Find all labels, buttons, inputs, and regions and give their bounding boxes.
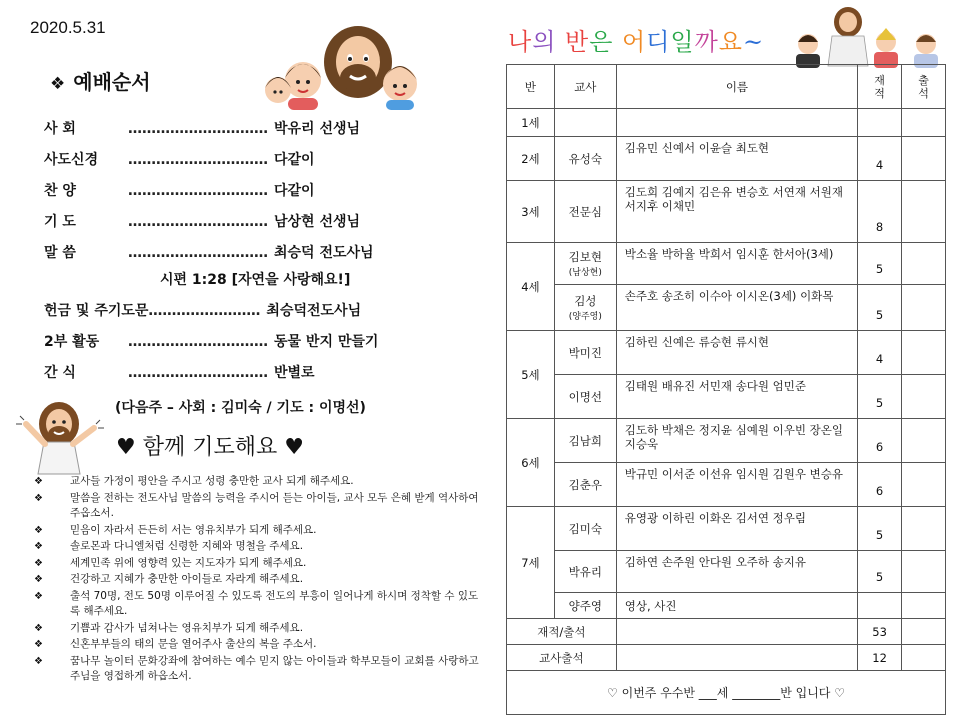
diamond-bullet-icon: ❖ <box>34 557 43 569</box>
diamond-bullet-icon: ❖ <box>34 524 43 536</box>
cell-ban: 2세 <box>507 137 555 181</box>
cell-ban: 4세 <box>507 243 555 331</box>
worship-order-title: ❖ 예배순서 <box>50 70 151 94</box>
order-row-host: 사 회 ………………………… 박유리 선생님 <box>44 121 361 137</box>
cell-count: 5 <box>858 243 902 285</box>
cell-count: 6 <box>858 463 902 507</box>
table-row <box>507 463 946 507</box>
cell-names: 박소율 박하율 박희서 임시훈 한서아(3세) <box>616 243 857 285</box>
cell-teacher: 김남희 <box>554 419 616 463</box>
cell-check <box>902 593 946 619</box>
cell-names: 영상, 사진 <box>616 593 857 619</box>
cell-names: 박규민 이서준 이선유 임시원 김원우 변승유 <box>616 463 857 507</box>
table-row <box>507 375 946 419</box>
next-week-note: (다음주 – 사회 : 김미숙 / 기도 : 이명선) <box>115 400 366 416</box>
table-row <box>507 181 946 243</box>
teacher-attendance-check <box>902 645 946 671</box>
cell-names <box>616 109 857 137</box>
cell-teacher: 박유리 <box>554 551 616 593</box>
cell-ban: 7세 <box>507 507 555 619</box>
cell-count: 8 <box>858 181 902 243</box>
cell-teacher: 양주영 <box>554 593 616 619</box>
cell-ban: 3세 <box>507 181 555 243</box>
list-item: ❖ 기쁨과 감사가 넘쳐나는 영유치부가 되게 해주세요. <box>34 621 480 637</box>
table-row <box>507 243 946 285</box>
class-table <box>506 64 946 715</box>
cell-check <box>902 181 946 243</box>
order-row-offering: 헌금 및 주기도문 …………………… 최승덕전도사님 <box>44 303 362 319</box>
cell-teacher: 김미숙 <box>554 507 616 551</box>
diamond-bullet-icon: ❖ <box>50 74 66 94</box>
cell-check <box>902 331 946 375</box>
diamond-bullet-icon: ❖ <box>34 574 43 585</box>
cell-ban: 5세 <box>507 331 555 419</box>
title-char: ~ <box>742 28 765 56</box>
cell-check <box>902 419 946 463</box>
cell-names: 김하연 손주원 안다원 오주하 송지유 <box>616 551 857 593</box>
list-item: ❖ 꿈나무 놀이터 문화강좌에 참여하는 예수 믿지 않는 아이들과 학부모들이 교회를 사랑하고 주님을 영접하게 하옵소서. <box>34 654 480 685</box>
diamond-bullet-icon: ❖ <box>34 492 43 504</box>
cell-teacher: 이명선 <box>554 375 616 419</box>
header-ban: 반 <box>507 65 555 109</box>
scripture-reference: 시편 1:28 [자연을 사랑해요!] <box>160 272 351 288</box>
cell-count <box>858 109 902 137</box>
title-char <box>556 28 565 56</box>
cell-teacher: 전문심 <box>554 181 616 243</box>
title-char: 일 <box>670 28 695 56</box>
table-row <box>507 593 946 619</box>
best-class-note: ♡ 이번주 우수반 ___세 ________반 입니다 ♡ <box>507 671 946 715</box>
teacher-attendance-label: 교사출석 <box>507 645 617 671</box>
table-row <box>507 285 946 331</box>
bulletin-date: 2020.5.31 <box>30 18 106 37</box>
cell-ban: 6세 <box>507 419 555 507</box>
table-header-row <box>507 65 946 109</box>
title-char <box>613 28 622 56</box>
header-teacher: 교사 <box>554 65 616 109</box>
order-row-prayer: 기 도 ………………………… 남상현 선생님 <box>44 214 361 230</box>
title-char: 까 <box>694 28 719 56</box>
order-row-praise: 찬 양 ………………………… 다같이 <box>44 183 315 199</box>
cell-teacher: 김보현 (남상현) <box>554 243 616 285</box>
prayer-list <box>34 474 480 686</box>
total-blank <box>616 619 857 645</box>
teacher-attendance-row <box>507 645 946 671</box>
title-char: 반 <box>565 28 590 56</box>
cell-check <box>902 137 946 181</box>
list-item: ❖ 출석 70명, 전도 50명 이루어질 수 있도록 전도의 부흥이 일어나게 하시며 정착할 수 있도록 해주세요. <box>34 589 480 620</box>
title-char: 요 <box>718 28 743 56</box>
header-names: 이름 <box>616 65 857 109</box>
cell-count: 5 <box>858 507 902 551</box>
list-item: ❖ 말씀을 전하는 전도사님 말씀의 능력을 주시어 듣는 아이들, 교사 모두 은혜 받게 역사하여 주옵소서. <box>34 491 480 522</box>
order-row-snack: 간 식 ………………………… 반별로 <box>44 365 315 381</box>
cell-count: 5 <box>858 375 902 419</box>
cell-check <box>902 507 946 551</box>
cell-check <box>902 375 946 419</box>
list-item: ❖ 신혼부부들의 태의 문을 열어주사 출산의 복을 주소서. <box>34 637 480 653</box>
title-char: 어 <box>622 28 647 56</box>
cell-count: 5 <box>858 285 902 331</box>
diamond-bullet-icon: ❖ <box>34 541 43 552</box>
cell-names: 김유민 신예서 이윤슬 최도현 <box>616 137 857 181</box>
worship-order-list <box>44 118 464 393</box>
list-item: ❖ 믿음이 자라서 든든히 서는 영유치부가 되게 해주세요. <box>34 523 480 539</box>
diamond-bullet-icon: ❖ <box>34 622 43 634</box>
title-char: 디 <box>646 28 671 56</box>
order-row-activity: 2부 활동 ………………………… 동물 반지 만들기 <box>44 334 379 350</box>
teacher-attendance-value: 12 <box>858 645 902 671</box>
order-row-creed: 사도신경 ………………………… 다같이 <box>44 152 315 168</box>
cell-count: 5 <box>858 551 902 593</box>
cell-count: 4 <box>858 137 902 181</box>
list-item: ❖ 교사들 가정이 평안을 주시고 성령 충만한 교사 되게 해주세요. <box>34 474 480 490</box>
diamond-bullet-icon: ❖ <box>34 639 43 650</box>
order-row-sermon: 말 씀 ………………………… 최승덕 전도사님 <box>44 245 374 261</box>
cell-names: 김도하 박채은 정지윤 심예원 이우빈 장온일 지승욱 <box>616 419 857 463</box>
total-row <box>507 619 946 645</box>
diamond-bullet-icon: ❖ <box>34 590 43 602</box>
cell-names: 손주호 송조히 이수아 이시온(3세) 이화목 <box>616 285 857 331</box>
list-item: ❖ 세계민족 위에 영향력 있는 지도자가 되게 해주세요. <box>34 556 480 572</box>
total-label: 재적/출석 <box>507 619 617 645</box>
cell-names: 김하린 신예은 류승현 류시현 <box>616 331 857 375</box>
cell-count: 4 <box>858 331 902 375</box>
title-char: 은 <box>589 28 614 56</box>
table-row <box>507 137 946 181</box>
title-char: 의 <box>532 28 557 56</box>
cell-check <box>902 551 946 593</box>
header-attendance: 출 석 <box>902 65 946 109</box>
cell-check <box>902 285 946 331</box>
table-row <box>507 419 946 463</box>
cell-check <box>902 109 946 137</box>
header-enrolled: 재 적 <box>858 65 902 109</box>
table-row <box>507 507 946 551</box>
jesus-children-illustration <box>258 20 428 110</box>
best-class-row <box>507 671 946 715</box>
cell-teacher <box>554 109 616 137</box>
cell-check <box>902 463 946 507</box>
table-row <box>507 109 946 137</box>
diamond-bullet-icon: ❖ <box>34 655 43 667</box>
table-row <box>507 551 946 593</box>
list-item: ❖ 솔로몬과 다니엘처럼 신령한 지혜와 명철을 주세요. <box>34 539 480 555</box>
table-row <box>507 331 946 375</box>
teacher-attendance-blank <box>616 645 857 671</box>
class-section-title <box>508 22 764 57</box>
cell-names: 김태원 배유진 서민재 송다원 엄민준 <box>616 375 857 419</box>
cell-count: 6 <box>858 419 902 463</box>
cell-names: 유영광 이하린 이화온 김서연 정우림 <box>616 507 857 551</box>
cell-count <box>858 593 902 619</box>
cell-teacher: 박미진 <box>554 331 616 375</box>
cell-teacher: 김춘우 <box>554 463 616 507</box>
cell-teacher: 유성숙 <box>554 137 616 181</box>
saints-group-illustration <box>786 4 946 68</box>
prayer-title: ♥ 함께 기도해요 ♥ <box>116 435 304 460</box>
cell-teacher: 김성 (양주영) <box>554 285 616 331</box>
total-check <box>902 619 946 645</box>
title-char: 나 <box>508 28 533 56</box>
diamond-bullet-icon: ❖ <box>34 476 43 487</box>
jesus-waving-illustration <box>14 398 104 476</box>
cell-names: 김도희 김예지 김은유 변승호 서연재 서원재 서지후 이채민 <box>616 181 857 243</box>
list-item: ❖ 건강하고 지혜가 충만한 아이들로 자라게 해주세요. <box>34 572 480 588</box>
cell-ban: 1세 <box>507 109 555 137</box>
total-value: 53 <box>858 619 902 645</box>
cell-check <box>902 243 946 285</box>
